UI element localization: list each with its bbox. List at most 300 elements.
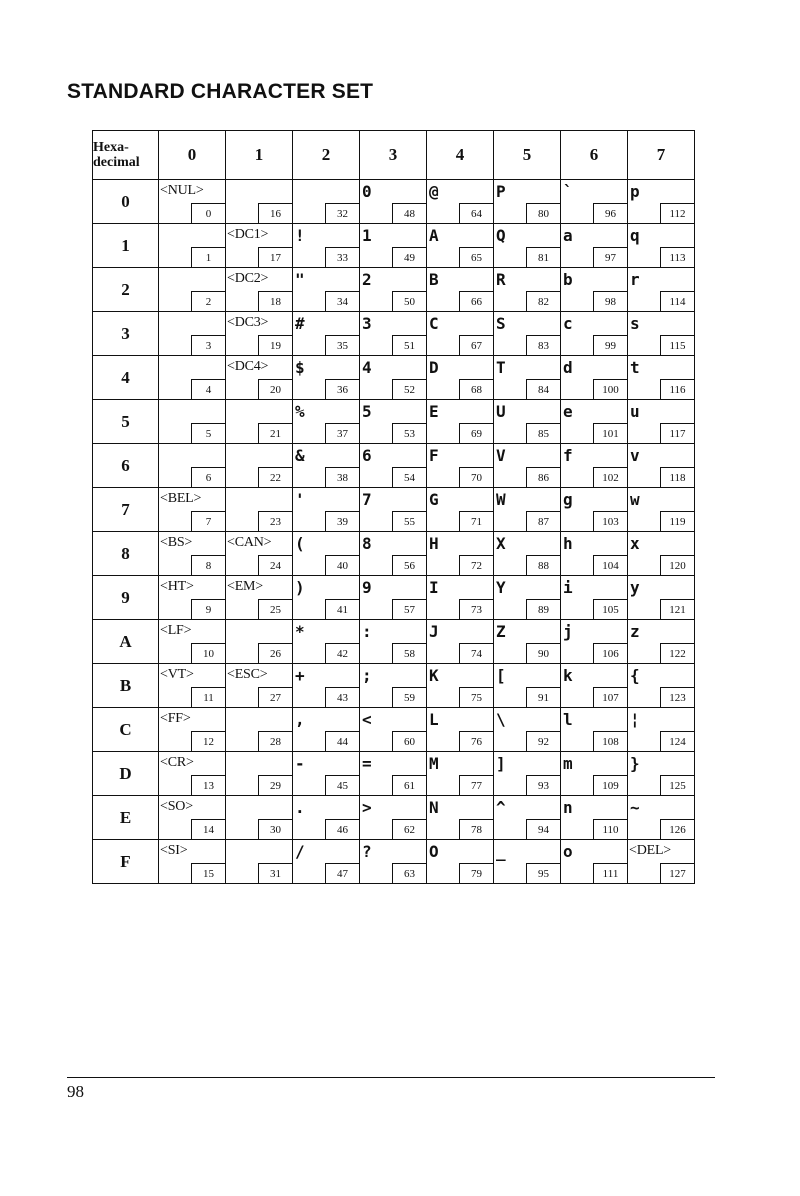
character-cell — [226, 840, 293, 884]
character-cell — [360, 444, 427, 488]
decimal-code-box: 57 — [392, 599, 426, 619]
decimal-code-box: 36 — [325, 379, 359, 399]
decimal-code-box: 58 — [392, 643, 426, 663]
decimal-code-box: 108 — [593, 731, 627, 751]
decimal-code-box: 110 — [593, 819, 627, 839]
character-cell — [561, 664, 628, 708]
control-code-label: <HT> — [160, 579, 194, 594]
character-cell — [561, 796, 628, 840]
character-cell — [628, 312, 695, 356]
table-row — [93, 752, 695, 796]
decimal-code-box: 85 — [526, 423, 560, 443]
character-glyph: D — [429, 358, 439, 377]
character-cell — [494, 752, 561, 796]
character-glyph: 5 — [362, 402, 372, 421]
footer-rule — [67, 1077, 715, 1078]
character-glyph: r — [630, 270, 640, 289]
character-cell — [561, 752, 628, 796]
decimal-code-box: 84 — [526, 379, 560, 399]
decimal-code-box: 83 — [526, 335, 560, 355]
column-header: 0 — [159, 131, 226, 180]
decimal-code-box: 1 — [191, 247, 225, 267]
decimal-code-box: 53 — [392, 423, 426, 443]
character-cell — [360, 268, 427, 312]
character-cell — [628, 620, 695, 664]
character-glyph: : — [362, 622, 372, 641]
column-header: 3 — [360, 131, 427, 180]
decimal-code-box: 50 — [392, 291, 426, 311]
character-glyph: ? — [362, 842, 372, 861]
character-cell — [293, 664, 360, 708]
decimal-code-box: 105 — [593, 599, 627, 619]
decimal-code-box: 89 — [526, 599, 560, 619]
character-cell — [293, 180, 360, 224]
decimal-code-box: 35 — [325, 335, 359, 355]
row-header: B — [93, 664, 159, 708]
character-glyph: I — [429, 578, 439, 597]
character-cell — [226, 752, 293, 796]
character-cell — [628, 444, 695, 488]
table-row — [93, 312, 695, 356]
decimal-code-box: 12 — [191, 731, 225, 751]
table-row — [93, 620, 695, 664]
character-glyph: Q — [496, 226, 506, 245]
character-glyph: ( — [295, 534, 305, 553]
decimal-code-box: 7 — [191, 511, 225, 531]
character-cell — [427, 752, 494, 796]
character-cell — [360, 620, 427, 664]
character-cell — [360, 576, 427, 620]
decimal-code-box: 87 — [526, 511, 560, 531]
character-glyph: { — [630, 666, 640, 685]
character-cell — [628, 576, 695, 620]
character-glyph: ¦ — [630, 710, 640, 729]
character-cell — [427, 620, 494, 664]
character-cell — [360, 840, 427, 884]
character-cell — [628, 708, 695, 752]
character-cell — [628, 840, 695, 884]
character-cell — [159, 180, 226, 224]
column-header: 5 — [494, 131, 561, 180]
character-glyph: U — [496, 402, 506, 421]
character-glyph: 4 — [362, 358, 372, 377]
row-header: 8 — [93, 532, 159, 576]
decimal-code-box: 103 — [593, 511, 627, 531]
decimal-code-box: 104 — [593, 555, 627, 575]
row-header: 4 — [93, 356, 159, 400]
character-glyph: M — [429, 754, 439, 773]
character-cell — [561, 312, 628, 356]
decimal-code-box: 54 — [392, 467, 426, 487]
character-glyph: T — [496, 358, 506, 377]
decimal-code-box: 8 — [191, 555, 225, 575]
character-cell — [494, 312, 561, 356]
decimal-code-box: 38 — [325, 467, 359, 487]
decimal-code-box: 78 — [459, 819, 493, 839]
character-glyph: p — [630, 182, 640, 201]
character-glyph: 2 — [362, 270, 372, 289]
character-cell — [159, 224, 226, 268]
decimal-code-box: 86 — [526, 467, 560, 487]
character-glyph: n — [563, 798, 573, 817]
character-cell — [159, 312, 226, 356]
decimal-code-box: 64 — [459, 203, 493, 223]
character-glyph: a — [563, 226, 573, 245]
character-cell — [561, 620, 628, 664]
character-glyph: @ — [429, 182, 439, 201]
control-code-label: <NUL> — [160, 183, 204, 198]
character-cell — [360, 180, 427, 224]
control-code-label: <DEL> — [629, 843, 672, 858]
decimal-code-box: 61 — [392, 775, 426, 795]
character-cell — [159, 708, 226, 752]
character-cell — [494, 796, 561, 840]
character-cell — [159, 620, 226, 664]
decimal-code-box: 94 — [526, 819, 560, 839]
character-cell — [494, 576, 561, 620]
decimal-code-box: 62 — [392, 819, 426, 839]
decimal-code-box: 95 — [526, 863, 560, 883]
character-glyph: 8 — [362, 534, 372, 553]
table-row — [93, 708, 695, 752]
decimal-code-box: 76 — [459, 731, 493, 751]
character-cell — [159, 356, 226, 400]
corner-label-line-1: Hexa- — [93, 140, 129, 155]
character-set-table — [92, 130, 695, 884]
decimal-code-box: 33 — [325, 247, 359, 267]
character-cell — [427, 576, 494, 620]
character-cell — [494, 488, 561, 532]
character-cell — [226, 444, 293, 488]
character-cell — [628, 356, 695, 400]
character-glyph: E — [429, 402, 439, 421]
decimal-code-box: 67 — [459, 335, 493, 355]
character-glyph: V — [496, 446, 506, 465]
character-glyph: < — [362, 710, 372, 729]
decimal-code-box: 5 — [191, 423, 225, 443]
decimal-code-box: 18 — [258, 291, 292, 311]
character-glyph: W — [496, 490, 506, 509]
character-cell — [494, 224, 561, 268]
decimal-code-box: 102 — [593, 467, 627, 487]
decimal-code-box: 109 — [593, 775, 627, 795]
decimal-code-box: 40 — [325, 555, 359, 575]
row-header: 9 — [93, 576, 159, 620]
character-cell — [360, 708, 427, 752]
character-cell — [494, 532, 561, 576]
character-cell — [628, 488, 695, 532]
decimal-code-box: 93 — [526, 775, 560, 795]
character-glyph: g — [563, 490, 573, 509]
row-header: A — [93, 620, 159, 664]
character-glyph: h — [563, 534, 573, 553]
character-glyph: O — [429, 842, 439, 861]
decimal-code-box: 111 — [593, 863, 627, 883]
character-glyph: u — [630, 402, 640, 421]
character-cell — [293, 356, 360, 400]
character-glyph: k — [563, 666, 573, 685]
character-cell — [226, 620, 293, 664]
decimal-code-box: 34 — [325, 291, 359, 311]
control-code-label: <DC4> — [227, 359, 269, 374]
table-body — [93, 180, 695, 884]
character-glyph: 0 — [362, 182, 372, 201]
character-glyph: \ — [496, 710, 506, 729]
character-glyph: K — [429, 666, 439, 685]
decimal-code-box: 90 — [526, 643, 560, 663]
control-code-label: <ESC> — [227, 667, 268, 682]
decimal-code-box: 56 — [392, 555, 426, 575]
row-header: 0 — [93, 180, 159, 224]
column-header: 7 — [628, 131, 695, 180]
character-glyph: d — [563, 358, 573, 377]
character-glyph: Z — [496, 622, 506, 641]
character-glyph: x — [630, 534, 640, 553]
decimal-code-box: 31 — [258, 863, 292, 883]
decimal-code-box: 118 — [660, 467, 694, 487]
character-glyph: w — [630, 490, 640, 509]
character-cell — [628, 796, 695, 840]
table-row — [93, 180, 695, 224]
character-glyph: 7 — [362, 490, 372, 509]
character-cell — [427, 708, 494, 752]
character-cell — [427, 532, 494, 576]
character-glyph: % — [295, 402, 305, 421]
page-title: STANDARD CHARACTER SET — [67, 80, 374, 103]
character-glyph: b — [563, 270, 573, 289]
control-code-label: <SI> — [160, 843, 188, 858]
decimal-code-box: 99 — [593, 335, 627, 355]
decimal-code-box: 124 — [660, 731, 694, 751]
decimal-code-box: 96 — [593, 203, 627, 223]
character-cell — [226, 796, 293, 840]
control-code-label: <DC1> — [227, 227, 269, 242]
character-cell — [293, 752, 360, 796]
character-cell — [494, 444, 561, 488]
row-header: E — [93, 796, 159, 840]
decimal-code-box: 98 — [593, 291, 627, 311]
decimal-code-box: 77 — [459, 775, 493, 795]
character-cell — [427, 400, 494, 444]
character-cell — [427, 444, 494, 488]
decimal-code-box: 122 — [660, 643, 694, 663]
decimal-code-box: 28 — [258, 731, 292, 751]
character-cell — [159, 444, 226, 488]
decimal-code-box: 52 — [392, 379, 426, 399]
character-glyph: # — [295, 314, 305, 333]
character-glyph: q — [630, 226, 640, 245]
decimal-code-box: 107 — [593, 687, 627, 707]
character-cell — [561, 356, 628, 400]
table-row — [93, 356, 695, 400]
decimal-code-box: 80 — [526, 203, 560, 223]
character-glyph: y — [630, 578, 640, 597]
character-cell — [159, 268, 226, 312]
control-code-label: <FF> — [160, 711, 191, 726]
decimal-code-box: 4 — [191, 379, 225, 399]
decimal-code-box: 82 — [526, 291, 560, 311]
character-glyph: $ — [295, 358, 305, 377]
character-cell — [159, 400, 226, 444]
decimal-code-box: 101 — [593, 423, 627, 443]
character-glyph: s — [630, 314, 640, 333]
character-glyph: H — [429, 534, 439, 553]
row-header: C — [93, 708, 159, 752]
character-cell — [226, 268, 293, 312]
decimal-code-box: 72 — [459, 555, 493, 575]
row-header: 6 — [93, 444, 159, 488]
character-glyph: j — [563, 622, 573, 641]
character-cell — [427, 356, 494, 400]
decimal-code-box: 68 — [459, 379, 493, 399]
control-code-label: <VT> — [160, 667, 194, 682]
character-glyph: ' — [295, 490, 305, 509]
decimal-code-box: 0 — [191, 203, 225, 223]
character-cell — [628, 400, 695, 444]
decimal-code-box: 97 — [593, 247, 627, 267]
character-cell — [561, 444, 628, 488]
decimal-code-box: 47 — [325, 863, 359, 883]
character-cell — [159, 796, 226, 840]
character-glyph: 9 — [362, 578, 372, 597]
character-cell — [360, 400, 427, 444]
character-glyph: " — [295, 270, 305, 289]
character-cell — [561, 224, 628, 268]
decimal-code-box: 29 — [258, 775, 292, 795]
decimal-code-box: 24 — [258, 555, 292, 575]
decimal-code-box: 126 — [660, 819, 694, 839]
character-glyph: 1 — [362, 226, 372, 245]
column-header: 2 — [293, 131, 360, 180]
table-row — [93, 532, 695, 576]
page-number: 98 — [67, 1082, 84, 1101]
character-cell — [561, 576, 628, 620]
decimal-code-box: 106 — [593, 643, 627, 663]
character-cell — [427, 664, 494, 708]
decimal-code-box: 71 — [459, 511, 493, 531]
decimal-code-box: 20 — [258, 379, 292, 399]
row-header: 5 — [93, 400, 159, 444]
character-cell — [628, 268, 695, 312]
table-row — [93, 576, 695, 620]
decimal-code-box: 115 — [660, 335, 694, 355]
decimal-code-box: 63 — [392, 863, 426, 883]
control-code-label: <CR> — [160, 755, 194, 770]
decimal-code-box: 32 — [325, 203, 359, 223]
character-cell — [226, 488, 293, 532]
decimal-code-box: 6 — [191, 467, 225, 487]
decimal-code-box: 49 — [392, 247, 426, 267]
decimal-code-box: 73 — [459, 599, 493, 619]
character-glyph: _ — [496, 842, 506, 861]
character-glyph: 6 — [362, 446, 372, 465]
character-cell — [293, 532, 360, 576]
character-cell — [226, 708, 293, 752]
character-cell — [628, 664, 695, 708]
decimal-code-box: 70 — [459, 467, 493, 487]
character-cell — [360, 532, 427, 576]
character-cell — [494, 268, 561, 312]
table-row — [93, 268, 695, 312]
character-glyph: 3 — [362, 314, 372, 333]
character-glyph: ! — [295, 226, 305, 245]
character-glyph: l — [563, 710, 573, 729]
decimal-code-box: 42 — [325, 643, 359, 663]
character-glyph: . — [295, 798, 305, 817]
character-glyph: N — [429, 798, 439, 817]
row-header: D — [93, 752, 159, 796]
character-cell — [226, 400, 293, 444]
decimal-code-box: 114 — [660, 291, 694, 311]
character-cell — [427, 268, 494, 312]
character-glyph: ~ — [630, 798, 640, 817]
character-glyph: R — [496, 270, 506, 289]
row-header: 2 — [93, 268, 159, 312]
row-header: 1 — [93, 224, 159, 268]
character-cell — [293, 796, 360, 840]
decimal-code-box: 17 — [258, 247, 292, 267]
decimal-code-box: 119 — [660, 511, 694, 531]
character-cell — [561, 180, 628, 224]
control-code-label: <CAN> — [227, 535, 272, 550]
character-glyph: > — [362, 798, 372, 817]
character-glyph: ` — [563, 182, 573, 201]
character-cell — [494, 180, 561, 224]
control-code-label: <BS> — [160, 535, 193, 550]
decimal-code-box: 69 — [459, 423, 493, 443]
column-header: 1 — [226, 131, 293, 180]
character-cell — [427, 796, 494, 840]
decimal-code-box: 123 — [660, 687, 694, 707]
character-glyph: S — [496, 314, 506, 333]
decimal-code-box: 9 — [191, 599, 225, 619]
character-cell — [159, 488, 226, 532]
decimal-code-box: 120 — [660, 555, 694, 575]
character-cell — [293, 400, 360, 444]
character-cell — [494, 620, 561, 664]
character-cell — [561, 708, 628, 752]
decimal-code-box: 10 — [191, 643, 225, 663]
character-glyph: f — [563, 446, 573, 465]
decimal-code-box: 44 — [325, 731, 359, 751]
decimal-code-box: 81 — [526, 247, 560, 267]
column-header: 6 — [561, 131, 628, 180]
hexadecimal-corner-label — [93, 131, 159, 180]
decimal-code-box: 39 — [325, 511, 359, 531]
table-row — [93, 796, 695, 840]
decimal-code-box: 55 — [392, 511, 426, 531]
character-glyph: t — [630, 358, 640, 377]
control-code-label: <LF> — [160, 623, 192, 638]
character-glyph: o — [563, 842, 573, 861]
character-cell — [293, 312, 360, 356]
character-glyph: & — [295, 446, 305, 465]
character-cell — [427, 224, 494, 268]
decimal-code-box: 16 — [258, 203, 292, 223]
decimal-code-box: 91 — [526, 687, 560, 707]
decimal-code-box: 15 — [191, 863, 225, 883]
character-cell — [494, 840, 561, 884]
decimal-code-box: 88 — [526, 555, 560, 575]
decimal-code-box: 43 — [325, 687, 359, 707]
character-glyph: i — [563, 578, 573, 597]
character-cell — [561, 268, 628, 312]
character-cell — [159, 576, 226, 620]
character-glyph: ; — [362, 666, 372, 685]
decimal-code-box: 37 — [325, 423, 359, 443]
character-cell — [159, 532, 226, 576]
decimal-code-box: 117 — [660, 423, 694, 443]
